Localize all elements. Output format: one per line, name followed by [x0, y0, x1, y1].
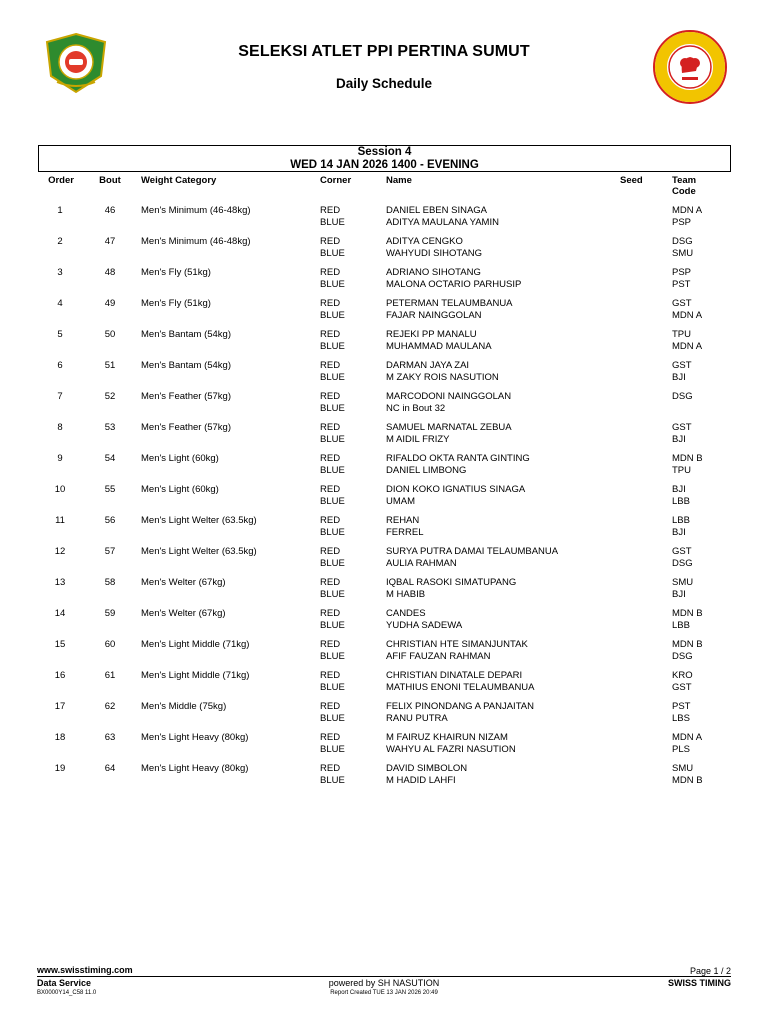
blue-boxer-name: AFIF FAUZAN RAHMAN: [386, 651, 491, 662]
red-team-code: LBB: [672, 515, 690, 526]
red-boxer-name: M FAIRUZ KHAIRUN NIZAM: [386, 732, 508, 743]
blue-team-code: MDN A: [672, 341, 703, 352]
blue-team-code: TPU: [672, 465, 691, 476]
red-team-code: MDN A: [672, 205, 703, 216]
blue-boxer-name: FAJAR NAINGGOLAN: [386, 310, 482, 321]
red-boxer-name: ADITYA CENGKO: [386, 236, 463, 247]
red-team-code: GST: [672, 422, 692, 433]
session-date-time: WED 14 JAN 2026 1400 - EVENING: [290, 159, 479, 171]
bout-number: 54: [104, 453, 116, 464]
red-boxer-name: PETERMAN TELAUMBANUA: [386, 298, 513, 309]
red-corner-label: RED: [320, 670, 341, 681]
footer-report-created: Report Created TUE 13 JAN 2026 20:49: [330, 990, 438, 996]
blue-boxer-name: WAHYUDI SIHOTANG: [386, 248, 483, 259]
blue-corner-label: BLUE: [320, 434, 345, 445]
red-boxer-name: DARMAN JAYA ZAI: [386, 360, 470, 371]
blue-team-code: PLS: [672, 744, 690, 755]
bout-number: 50: [104, 329, 116, 340]
blue-corner-label: BLUE: [320, 248, 345, 259]
column-header-name: Name: [386, 175, 412, 186]
blue-corner-label: BLUE: [320, 403, 345, 414]
session-title: Session 4: [357, 146, 412, 158]
blue-boxer-name: UMAM: [386, 496, 416, 507]
blue-corner-label: BLUE: [320, 558, 345, 569]
blue-corner-label: BLUE: [320, 713, 345, 724]
blue-boxer-name: MATHIUS ENONI TELAUMBANUA: [386, 682, 535, 693]
blue-corner-label: BLUE: [320, 372, 345, 383]
footer-website: www.swisstiming.com: [37, 965, 133, 975]
bout-weight-category: Men's Minimum (46-48kg): [141, 205, 251, 216]
bout-order: 19: [54, 763, 66, 774]
bout-number: 64: [104, 763, 116, 774]
blue-team-code: MDN A: [672, 310, 703, 321]
footer-powered-by: powered by SH NASUTION: [328, 978, 440, 988]
page-title: SELEKSI ATLET PPI PERTINA SUMUT: [238, 43, 530, 60]
blue-team-code: MDN B: [672, 775, 703, 786]
blue-team-code: PST: [672, 279, 691, 290]
red-boxer-name: SAMUEL MARNATAL ZEBUA: [386, 422, 512, 433]
blue-corner-label: BLUE: [320, 775, 345, 786]
red-boxer-name: DANIEL EBEN SINAGA: [386, 205, 488, 216]
bout-number: 61: [104, 670, 116, 681]
red-corner-label: RED: [320, 267, 341, 278]
red-boxer-name: RIFALDO OKTA RANTA GINTING: [386, 453, 530, 464]
bout-order: 8: [57, 422, 63, 433]
red-boxer-name: ADRIANO SIHOTANG: [386, 267, 481, 278]
column-header-bout: Bout: [99, 175, 121, 186]
red-boxer-name: IQBAL RASOKI SIMATUPANG: [386, 577, 517, 588]
red-corner-label: RED: [320, 360, 341, 371]
bout-order: 10: [54, 484, 66, 495]
column-header-team-line2: Code: [672, 186, 696, 197]
red-corner-label: RED: [320, 329, 341, 340]
bout-weight-category: Men's Feather (57kg): [141, 422, 231, 433]
red-boxer-name: DAVID SIMBOLON: [386, 763, 468, 774]
blue-team-code: LBS: [672, 713, 690, 724]
bout-weight-category: Men's Middle (75kg): [141, 701, 227, 712]
blue-boxer-name: AULIA RAHMAN: [386, 558, 457, 569]
bout-order: 11: [55, 515, 65, 526]
column-header-team-line1: Team: [672, 175, 697, 186]
footer-divider: [37, 976, 731, 977]
bout-order: 14: [54, 608, 66, 619]
red-corner-label: RED: [320, 453, 341, 464]
blue-corner-label: BLUE: [320, 341, 345, 352]
red-team-code: PST: [672, 701, 691, 712]
red-team-code: MDN A: [672, 732, 703, 743]
bout-number: 57: [104, 546, 116, 557]
blue-corner-label: BLUE: [320, 527, 345, 538]
footer-data-service: Data Service: [37, 978, 92, 988]
blue-team-code: LBB: [672, 496, 690, 507]
blue-boxer-name: NC in Bout 32: [386, 403, 446, 414]
red-team-code: MDN B: [672, 608, 703, 619]
page-subtitle: Daily Schedule: [335, 76, 433, 91]
red-team-code: MDN B: [672, 453, 703, 464]
red-corner-label: RED: [320, 546, 341, 557]
red-team-code: SMU: [672, 577, 694, 588]
bout-weight-category: Men's Welter (67kg): [141, 608, 226, 619]
blue-team-code: DSG: [672, 558, 693, 569]
bout-number: 55: [104, 484, 116, 495]
blue-boxer-name: MALONA OCTARIO PARHUSIP: [386, 279, 522, 290]
blue-boxer-name: FERREL: [386, 527, 424, 538]
blue-boxer-name: MUHAMMAD MAULANA: [386, 341, 492, 352]
red-boxer-name: DION KOKO IGNATIUS SINAGA: [386, 484, 526, 495]
bout-order: 13: [54, 577, 66, 588]
red-corner-label: RED: [320, 763, 341, 774]
column-header-order: Order: [48, 175, 74, 186]
bout-order: 5: [57, 329, 63, 340]
bout-order: 7: [57, 391, 63, 402]
bout-number: 53: [104, 422, 116, 433]
blue-corner-label: BLUE: [320, 496, 345, 507]
blue-team-code: GST: [672, 682, 692, 693]
bout-order: 12: [54, 546, 66, 557]
bout-weight-category: Men's Light Middle (71kg): [141, 639, 250, 650]
blue-corner-label: BLUE: [320, 589, 345, 600]
bout-weight-category: Men's Light Welter (63.5kg): [141, 546, 257, 557]
column-header-corner: Corner: [320, 175, 352, 186]
red-boxer-name: CANDES: [386, 608, 426, 619]
blue-boxer-name: M HABIB: [386, 589, 426, 600]
bout-weight-category: Men's Light Heavy (80kg): [141, 763, 249, 774]
blue-corner-label: BLUE: [320, 217, 345, 228]
blue-corner-label: BLUE: [320, 682, 345, 693]
bout-weight-category: Men's Welter (67kg): [141, 577, 226, 588]
bout-order: 2: [57, 236, 63, 247]
bout-number: 51: [104, 360, 116, 371]
blue-corner-label: BLUE: [320, 651, 345, 662]
bout-order: 15: [54, 639, 66, 650]
blue-corner-label: BLUE: [320, 310, 345, 321]
blue-corner-label: BLUE: [320, 279, 345, 290]
red-team-code: GST: [672, 546, 692, 557]
column-header-seed: Seed: [620, 175, 643, 186]
blue-team-code: SMU: [672, 248, 694, 259]
blue-corner-label: BLUE: [320, 620, 345, 631]
bout-number: 63: [104, 732, 116, 743]
red-boxer-name: MARCODONI NAINGGOLAN: [386, 391, 512, 402]
red-corner-label: RED: [320, 608, 341, 619]
red-boxer-name: REJEKI PP MANALU: [386, 329, 477, 340]
bout-weight-category: Men's Fly (51kg): [141, 298, 211, 309]
red-corner-label: RED: [320, 701, 341, 712]
blue-team-code: BJI: [672, 527, 686, 538]
pusdiklat-pertina-logo: [652, 29, 728, 105]
red-corner-label: RED: [320, 422, 341, 433]
blue-boxer-name: M HADID LAHFI: [386, 775, 456, 786]
red-team-code: MDN B: [672, 639, 703, 650]
red-corner-label: RED: [320, 298, 341, 309]
bout-number: 56: [104, 515, 116, 526]
red-corner-label: RED: [320, 205, 341, 216]
blue-team-code: BJI: [672, 434, 686, 445]
bout-number: 49: [104, 298, 116, 309]
bout-order: 17: [54, 701, 66, 712]
red-team-code: TPU: [672, 329, 691, 340]
bout-weight-category: Men's Light (60kg): [141, 484, 219, 495]
red-team-code: KRO: [672, 670, 693, 681]
red-boxer-name: FELIX PINONDANG A PANJAITAN: [386, 701, 534, 712]
red-corner-label: RED: [320, 391, 341, 402]
red-team-code: GST: [672, 298, 692, 309]
column-header-team-code: [672, 175, 696, 197]
blue-team-code: PSP: [672, 217, 692, 228]
bout-weight-category: Men's Light Welter (63.5kg): [141, 515, 257, 526]
red-team-code: DSG: [672, 391, 693, 402]
footer-brand: SWISS TIMING: [668, 978, 731, 988]
bout-order: 16: [54, 670, 66, 681]
bout-weight-category: Men's Bantam (54kg): [141, 360, 231, 371]
blue-boxer-name: DANIEL LIMBONG: [386, 465, 467, 476]
blue-team-code: BJI: [672, 589, 686, 600]
bout-number: 59: [104, 608, 116, 619]
red-corner-label: RED: [320, 577, 341, 588]
bout-number: 46: [104, 205, 116, 216]
bout-weight-category: Men's Light Middle (71kg): [141, 670, 250, 681]
red-team-code: DSG: [672, 236, 693, 247]
blue-boxer-name: RANU PUTRA: [386, 713, 448, 724]
bout-order: 4: [57, 298, 63, 309]
red-team-code: PSP: [672, 267, 692, 278]
bout-number: 52: [104, 391, 116, 402]
column-header-weight-category: Weight Category: [141, 175, 217, 186]
blue-corner-label: BLUE: [320, 465, 345, 476]
bout-weight-category: Men's Light Heavy (80kg): [141, 732, 249, 743]
bout-weight-category: Men's Fly (51kg): [141, 267, 211, 278]
red-corner-label: RED: [320, 236, 341, 247]
bout-number: 58: [104, 577, 116, 588]
bout-weight-category: Men's Bantam (54kg): [141, 329, 231, 340]
blue-boxer-name: WAHYU AL FAZRI NASUTION: [386, 744, 516, 755]
red-corner-label: RED: [320, 732, 341, 743]
bout-order: 18: [54, 732, 66, 743]
blue-team-code: BJI: [672, 372, 686, 383]
red-team-code: BJI: [672, 484, 686, 495]
blue-team-code: DSG: [672, 651, 693, 662]
bout-number: 62: [104, 701, 116, 712]
footer-page-number: Page 1 / 2: [689, 966, 731, 976]
bout-order: 3: [57, 267, 63, 278]
red-boxer-name: CHRISTIAN DINATALE DEPARI: [386, 670, 523, 681]
bout-weight-category: Men's Feather (57kg): [141, 391, 231, 402]
footer-document-code: BX0000Y14_C58 11.0: [37, 990, 97, 996]
red-corner-label: RED: [320, 515, 341, 526]
blue-team-code: LBB: [672, 620, 690, 631]
bout-order: 6: [57, 360, 63, 371]
red-team-code: SMU: [672, 763, 694, 774]
red-boxer-name: SURYA PUTRA DAMAI TELAUMBANUA: [386, 546, 559, 557]
blue-boxer-name: ADITYA MAULANA YAMIN: [386, 217, 499, 228]
bout-weight-category: Men's Light (60kg): [141, 453, 219, 464]
bout-weight-category: Men's Minimum (46-48kg): [141, 236, 251, 247]
red-corner-label: RED: [320, 639, 341, 650]
bout-number: 48: [104, 267, 116, 278]
blue-corner-label: BLUE: [320, 744, 345, 755]
blue-boxer-name: M AIDIL FRIZY: [386, 434, 450, 445]
blue-boxer-name: M ZAKY ROIS NASUTION: [386, 372, 499, 383]
bout-number: 60: [104, 639, 116, 650]
bout-order: 9: [57, 453, 63, 464]
red-team-code: GST: [672, 360, 692, 371]
bout-number: 47: [104, 236, 116, 247]
bout-order: 1: [57, 205, 63, 216]
red-boxer-name: REHAN: [386, 515, 420, 526]
blue-boxer-name: YUDHA SADEWA: [386, 620, 463, 631]
red-corner-label: RED: [320, 484, 341, 495]
red-boxer-name: CHRISTIAN HTE SIMANJUNTAK: [386, 639, 528, 650]
